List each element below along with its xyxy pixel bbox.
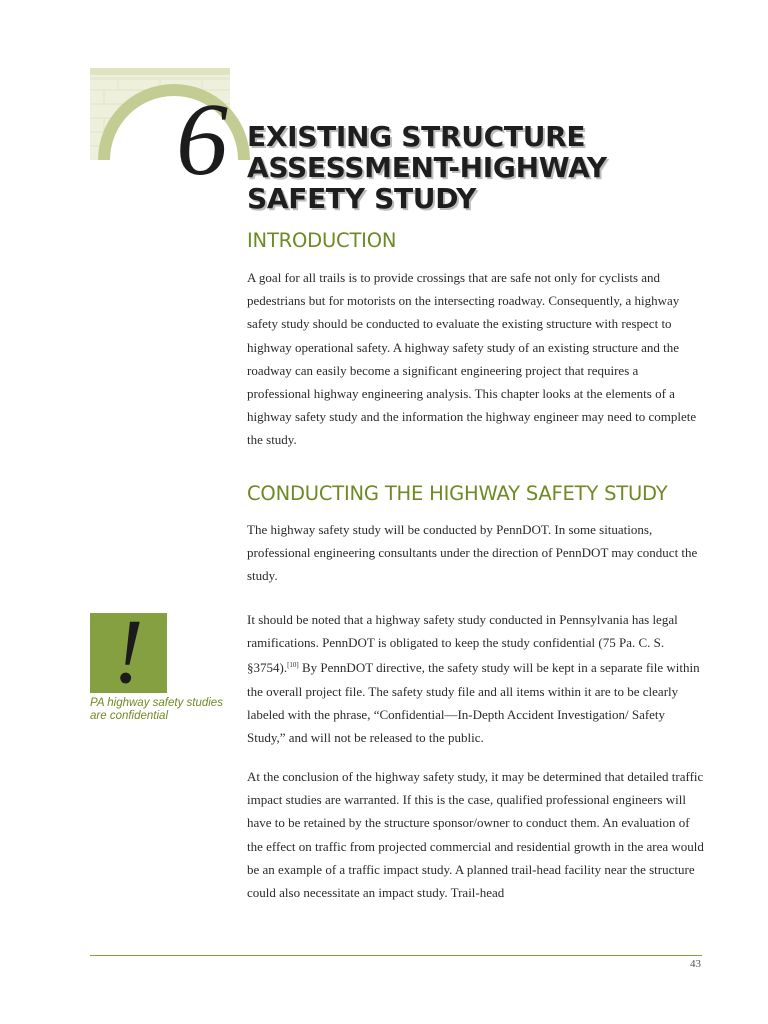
introduction-paragraph: A goal for all trails is to provide crossings that are safe not only for cyclists and pedestrians but for motorists on the intersecting roadway. Consequently, a highway safety study should be conducted to evaluate the existing structure with respect to highway operational safety. A highway safety study of an existing structure and the roadway can easily become a significant engineering project that requires a professional highway engineering analysis. This chapter looks at the elements of a highway safety study and the information the highway engineer may need to complete the study. [247,270,697,448]
chapter-title [247,121,667,214]
conducting-paragraph-3: At the conclusion of the highway safety study, it may be determined that detailed traffic impact studies are warranted. If this is the case, qualified professional engineers will have to be retained by the structure sponsor/owner to conduct them. An evaluation of the effect on traffic from projected commercial and residential growth in the area would be an example of a traffic impact study. A planned trail-head facility near the structure could also necessitate an impact study. Trail-head [247,769,704,901]
paragraph-text: It should be noted that a highway safety study conducted in Pennsylvania has legal ramifications. PennDOT is obligated to keep the study confidential (75 Pa. C. S. §3754). [247,612,678,676]
chapter-number: 6 [176,82,228,197]
callout-caption-line: are confidential [90,709,168,722]
footer-divider [90,955,702,956]
paragraph-text: By PennDOT directive, the safety study will be kept in a separate file within the overall project file. The safety study file and all items within it are to be clearly labeled with the phrase, “Confidential—In-Depth Accident Investigation/ Safety Study,” and will not be released to the public. [247,660,700,746]
section-heading-introduction: INTRODUCTION [247,229,397,252]
callout-box [90,600,167,702]
section-heading-conducting: CONDUCTING THE HIGHWAY SAFETY STUDY [247,482,668,505]
callout-caption [90,697,240,722]
chapter-title-line: SAFETY STUDY [247,182,477,215]
page-number: 43 [690,958,701,970]
conducting-paragraph-2 [247,608,705,749]
conducting-paragraph-1: The highway safety study will be conducted by PennDOT. In some situations, professional engineering consultants under the direction of PennDOT may conduct the study. [247,522,698,584]
callout-caption-line: PA highway safety studies [90,697,223,709]
exclamation-icon: ! [113,600,144,702]
chapter-title-line: ASSESSMENT-HIGHWAY [247,151,607,184]
chapter-title-line: EXISTING STRUCTURE [247,120,586,153]
reference-marker: [10] [287,661,299,670]
